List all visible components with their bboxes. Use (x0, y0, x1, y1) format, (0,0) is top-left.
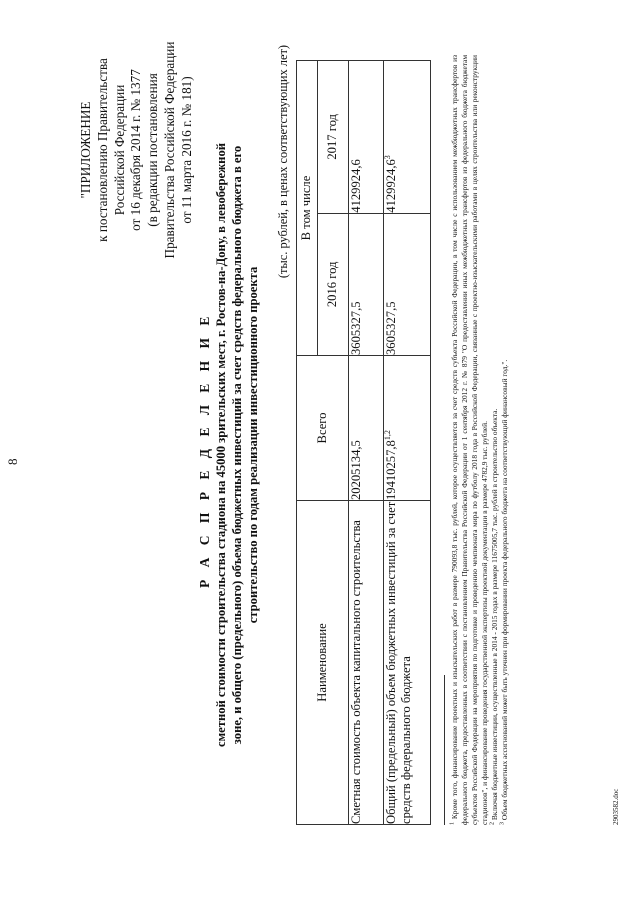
row-total-value: 19410257,8 (384, 440, 398, 500)
appendix-line: от 16 декабря 2014 г. № 1377 (128, 69, 144, 231)
footnote-ref: 3 (382, 155, 392, 160)
file-code: 2903582.doc (612, 788, 620, 825)
table-row (349, 61, 384, 825)
table-row (384, 61, 431, 825)
appendix-line: Российской Федерации (111, 84, 127, 216)
row-2017-value: 4129924,6 (384, 159, 398, 213)
header-including: В том числе (297, 61, 318, 356)
footnote-mark: 3 (499, 822, 506, 825)
footnote-divider (444, 675, 445, 825)
appendix-line: "ПРИЛОЖЕНИЕ (78, 101, 93, 199)
footnote (500, 55, 510, 825)
footnote (450, 55, 490, 825)
footnote-mark: 2 (489, 822, 496, 825)
appendix-header (78, 5, 196, 295)
footnote-text: Кроме того, финансирование проектных и изыскательских работ в размере 790093,8 тыс. рублей, которое осуществляется за счет средств субъекта Российской Федерации, в том числе с использованием межбюджетных трансфертов из федерального бюджета, предоставленных в соответствии с постановлением Правительства Российской Федерации от 1 сентября 2012 г. № 879 "О предоставлении иных межбюджетных трансфертов из федерального бюджета бюджетам субъектов Российской Федерации на мероприятия по подготовке и проведению чемпионата мира по футболу 2018 года в Российской Федерации, связанные с проектно-изыскательскими работами в целях строительства или реконструкции стадионов", и финансирование проведения государственной экспертизы проектной документации в размере 4782,9 тыс. рублей. (450, 55, 489, 825)
row-total (349, 356, 384, 501)
appendix-line: (в редакции постановления (145, 73, 161, 227)
footnote-text: Включая бюджетные инвестиции, осуществленные в 2014 - 2015 годах в размере 11675005,7 тыс. рублей в строительство объекта. (490, 408, 499, 821)
subtitle-line: строительство по годам реализации инвестиционного проекта (246, 266, 260, 624)
appendix-line: от 11 марта 2016 г. № 181) (178, 76, 194, 224)
appendix-line: Правительства Российской Федерации (161, 41, 177, 259)
units-note: (тыс. рублей, в ценах соответствующих лет) (276, 45, 290, 279)
appendix-line: к постановлению Правительства (94, 58, 110, 242)
header-year-2017: 2017 год (317, 61, 348, 214)
row-2016: 3605327,5 (349, 213, 384, 355)
row-2016: 3605327,5 (384, 213, 431, 355)
row-2017-value: 4129924,6 (349, 159, 363, 213)
document-subtitle (213, 65, 261, 825)
row-total (384, 356, 431, 501)
document-title: Р А С П Р Е Д Е Л Е Н И Е (197, 312, 212, 588)
header-total: Всего (297, 356, 349, 501)
distribution-table (296, 60, 431, 825)
footnotes (450, 55, 510, 825)
footnote (490, 55, 500, 825)
row-name: Сметная стоимость объекта капитального строительства (349, 501, 384, 825)
footnote-mark: 1 (449, 822, 456, 825)
subtitle-line: сметной стоимости строительства стадиона на 45000 зрительских мест, г. Ростов-на-Дону, в левобережной (214, 143, 228, 747)
header-name: Наименование (297, 501, 349, 825)
header-year-2016: 2016 год (317, 213, 348, 355)
row-2017 (384, 61, 431, 214)
page-number: 8 (5, 458, 20, 465)
row-total-value: 20205134,5 (349, 440, 363, 500)
subtitle-line: зоне, и общего (предельного) объема бюджетных инвестиций за счет средств федерального бюджета в его (230, 145, 244, 745)
row-2017 (349, 61, 384, 214)
row-name: Общий (предельный) объем бюджетных инвестиций за счет средств федерального бюджета (384, 501, 431, 825)
footnote-ref: 1,2 (382, 430, 392, 441)
footnote-text: Объем бюджетных ассигнований может быть уточнен при формировании проекта федерального бюджета на соответствующий финансовый год.". (500, 359, 509, 821)
